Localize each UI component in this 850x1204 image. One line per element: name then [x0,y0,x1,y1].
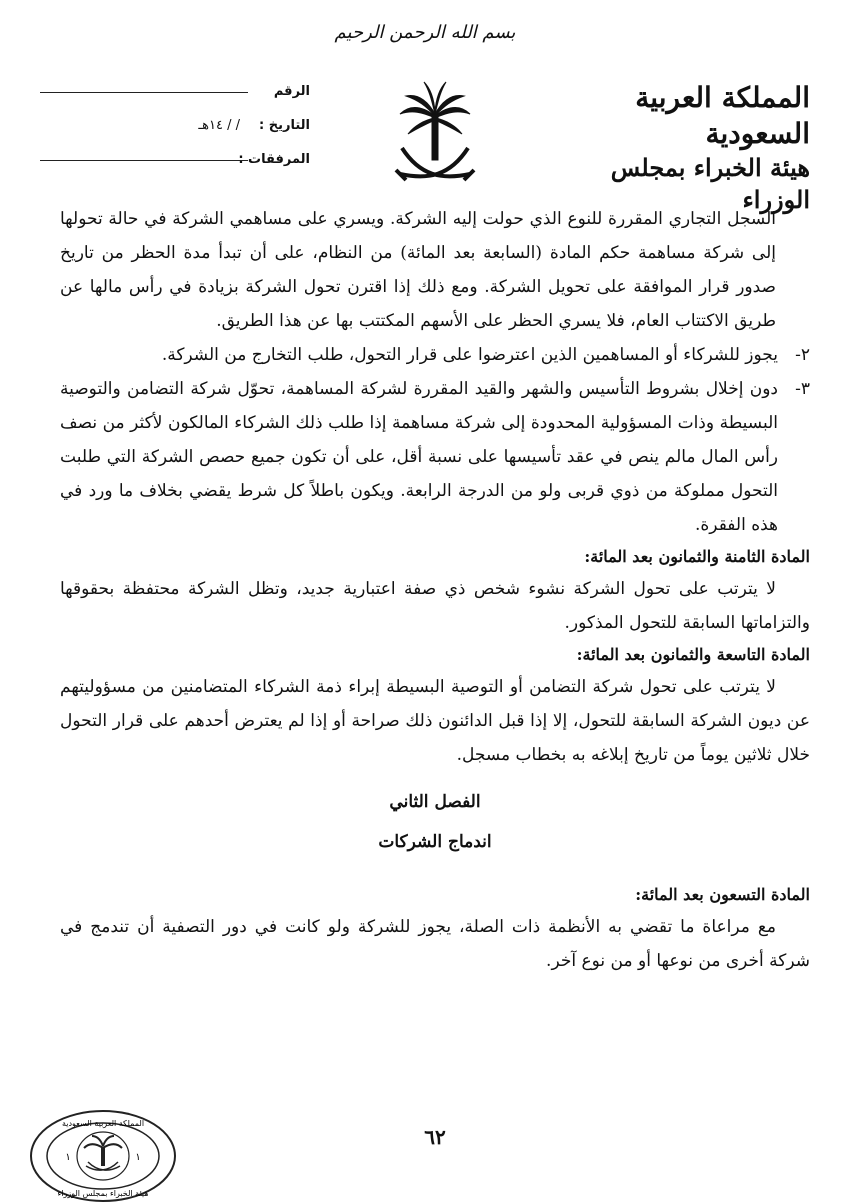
item-text: دون إخلال بشروط التأسيس والشهر والقيد المقررة لشركة المساهمة، تحوّل شركة التضامن والتوصية البسيطة وذات المسؤولية المحدودة إلى شركة مساهمة إذا طلب ذلك الشركاء المالكون لأكثر من نصف رأس المال مالم ينص في عقد تأسيسها على نسبة أقل، على أن تكون جميع حصص الشركة التي طلبت التحول مملوكة من ذوي قربى ولو من الدرجة الرابعة. ويكون باطلاً كل شرط يقضي بخلاف ما ورد في هذه الفقرة. [60,379,778,535]
authority-name: هيئة الخبراء بمجلس الوزراء [610,153,810,214]
stamp-top-text: المملكة العربية السعودية [61,1119,145,1128]
kingdom-name: المملكة العربية السعودية [635,81,810,150]
attachments-label: المرفقات : [238,152,310,167]
article-heading: المادة الثامنة والثمانون بعد المائة: [584,547,810,566]
article-heading: المادة التسعون بعد المائة: [635,885,810,904]
stamp-number-right: ١ [135,1152,141,1163]
chapter-title: الفصل الثاني [389,792,481,812]
article-text: مع مراعاة ما تقضي به الأنظمة ذات الصلة، يجوز للشركة ولو كانت في دور التصفية أن تندمج في شركة أخرى من نوعها أو من نوع آخر. [60,917,810,971]
paragraph-continuation [60,202,810,338]
reference-line [40,92,248,93]
date-row [40,118,310,152]
article-heading: المادة التاسعة والثمانون بعد المائة: [576,645,810,664]
list-item [60,372,810,542]
stamp-number-left: ١ [65,1152,71,1163]
reference-label: الرقم [273,84,310,99]
stamp-bottom-text: هيئة الخبراء بمجلس الوزراء [57,1189,149,1198]
document-body [60,202,810,978]
item-number: ٢- [795,345,810,365]
attachments-line [40,160,248,161]
date-value: / / ١٤هـ [198,118,240,133]
list-item [60,338,810,372]
reference-block [40,84,310,186]
letterhead-title [540,80,810,216]
paragraph-text: السجل التجاري المقررة للنوع الذي حولت إليه الشركة. ويسري على مساهمي الشركة في حالة تحولها إلى شركة مساهمة حكم المادة (السابعة بعد المائة) من النظام، على أن تبدأ مدة الحظر من تاريخ صدور قرار الموافقة على تحويل الشركة. ومع ذلك إذا اقترن تحول الشركة بزيادة في رأس مالها عن طريق الاكتتاب العام، فلا يسري الحظر على الأسهم المكتتب بها عن هذا الطريق. [60,209,776,331]
date-label: التاريخ : [259,118,310,133]
attachments-row [40,152,310,186]
chapter-subtitle: اندماج الشركات [378,832,492,852]
reference-row [40,84,310,118]
article-text: لا يترتب على تحول الشركة نشوء شخص ذي صفة اعتبارية جديد، وتظل الشركة محتفظة بحقوقها والتزاماتها السابقة للتحول المذكور. [60,579,810,633]
page-number: ٦٢ [424,1125,446,1149]
item-number: ٣- [795,379,810,399]
article-text: لا يترتب على تحول شركة التضامن أو التوصية البسيطة إبراء ذمة الشركاء المتضامنين من مسؤوليتهم عن ديون الشركة السابقة للتحول، إلا إذا قبل الدائنون ذلك صراحة أو إذا لم يعترض أحدهم على قرار التحول خلال ثلاثين يوماً من تاريخ إبلاغه به بخطاب مسجل. [60,677,810,765]
palm-swords-emblem-icon [390,76,480,196]
official-stamp-icon [28,1108,178,1204]
basmala: بسم الله الرحمن الرحيم [334,22,516,43]
item-text: يجوز للشركاء أو المساهمين الذين اعترضوا على قرار التحول، طلب التخارج من الشركة. [161,345,778,365]
